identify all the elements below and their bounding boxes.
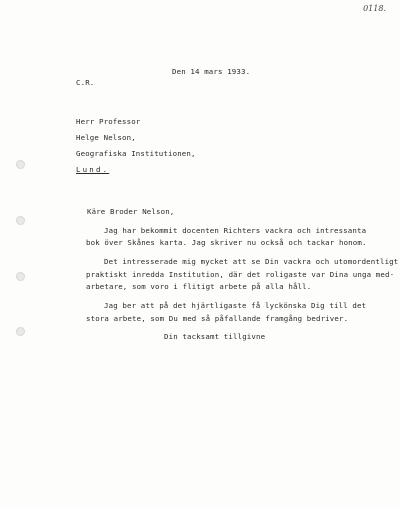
recipient-city: Lund. [76, 165, 110, 174]
body-line: Jag ber att på det hjärtligaste få lyckönska Dig till det [104, 301, 367, 310]
body-line: Det intresserade mig mycket att se Din vackra och utomordentligt [104, 257, 399, 266]
archive-number: 0118. [363, 4, 386, 13]
recipient-title: Herr Professor [76, 117, 141, 126]
date-line: Den 14 mars 1933. [172, 67, 251, 76]
punch-hole [16, 327, 25, 336]
recipient-institution: Geografiska Institutionen, [76, 149, 196, 158]
punch-hole [16, 160, 25, 169]
punch-hole [16, 216, 25, 225]
recipient-name: Helge Nelson, [76, 133, 136, 142]
body-line: stora arbete, som Du med så påfallande framgång bedriver. [86, 314, 349, 323]
body-line: arbetare, som voro i flitigt arbete på alla håll. [86, 282, 312, 291]
body-line: Jag har bekommit docenten Richters vackra och intressanta [104, 226, 367, 235]
body-line: praktiskt inredda Institution, där det roligaste var Dina unga med- [86, 270, 395, 279]
punch-hole [16, 272, 25, 281]
closing: Din tacksamt tillgivne [164, 332, 266, 341]
salutation: Käre Broder Nelson, [87, 207, 175, 216]
sender-initials: C.R. [76, 78, 95, 87]
body-line: bok över Skånes karta. Jag skriver nu också och tackar honom. [86, 238, 367, 247]
